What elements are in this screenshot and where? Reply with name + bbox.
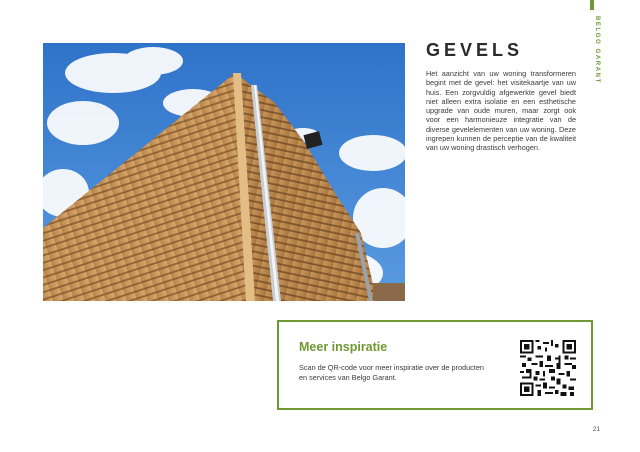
page-number: 21 bbox=[592, 426, 600, 433]
section-body: Het aanzicht van uw woning transformeren begint met de gevel: het visitekaartje van uw huis. Een zorgvuldig afgewerkte gevel biedt niet alleen extra isolatie en een esthetische upgrade van oude muren, maar zorgt ook voor een harmonieuze integratie van de diverse gevelelementen van uw woning. Deze ingrepen kunnen de perceptie van de kwaliteit van uw woning drastisch verhogen. bbox=[426, 69, 576, 153]
qr-code-icon[interactable] bbox=[520, 340, 576, 396]
section-title: GEVELS bbox=[426, 40, 524, 60]
inspiration-title: Meer inspiratie bbox=[299, 340, 388, 354]
side-brand-tab bbox=[586, 0, 600, 90]
brand-label: BELGO GARANT bbox=[594, 16, 600, 84]
inspiration-text: Scan de QR-code voor meer inspiratie over de producten en services van Belgo Garant. bbox=[299, 363, 484, 382]
facade-photo bbox=[43, 43, 405, 301]
brand-accent-bar bbox=[590, 0, 594, 10]
inspiration-box bbox=[277, 320, 593, 410]
